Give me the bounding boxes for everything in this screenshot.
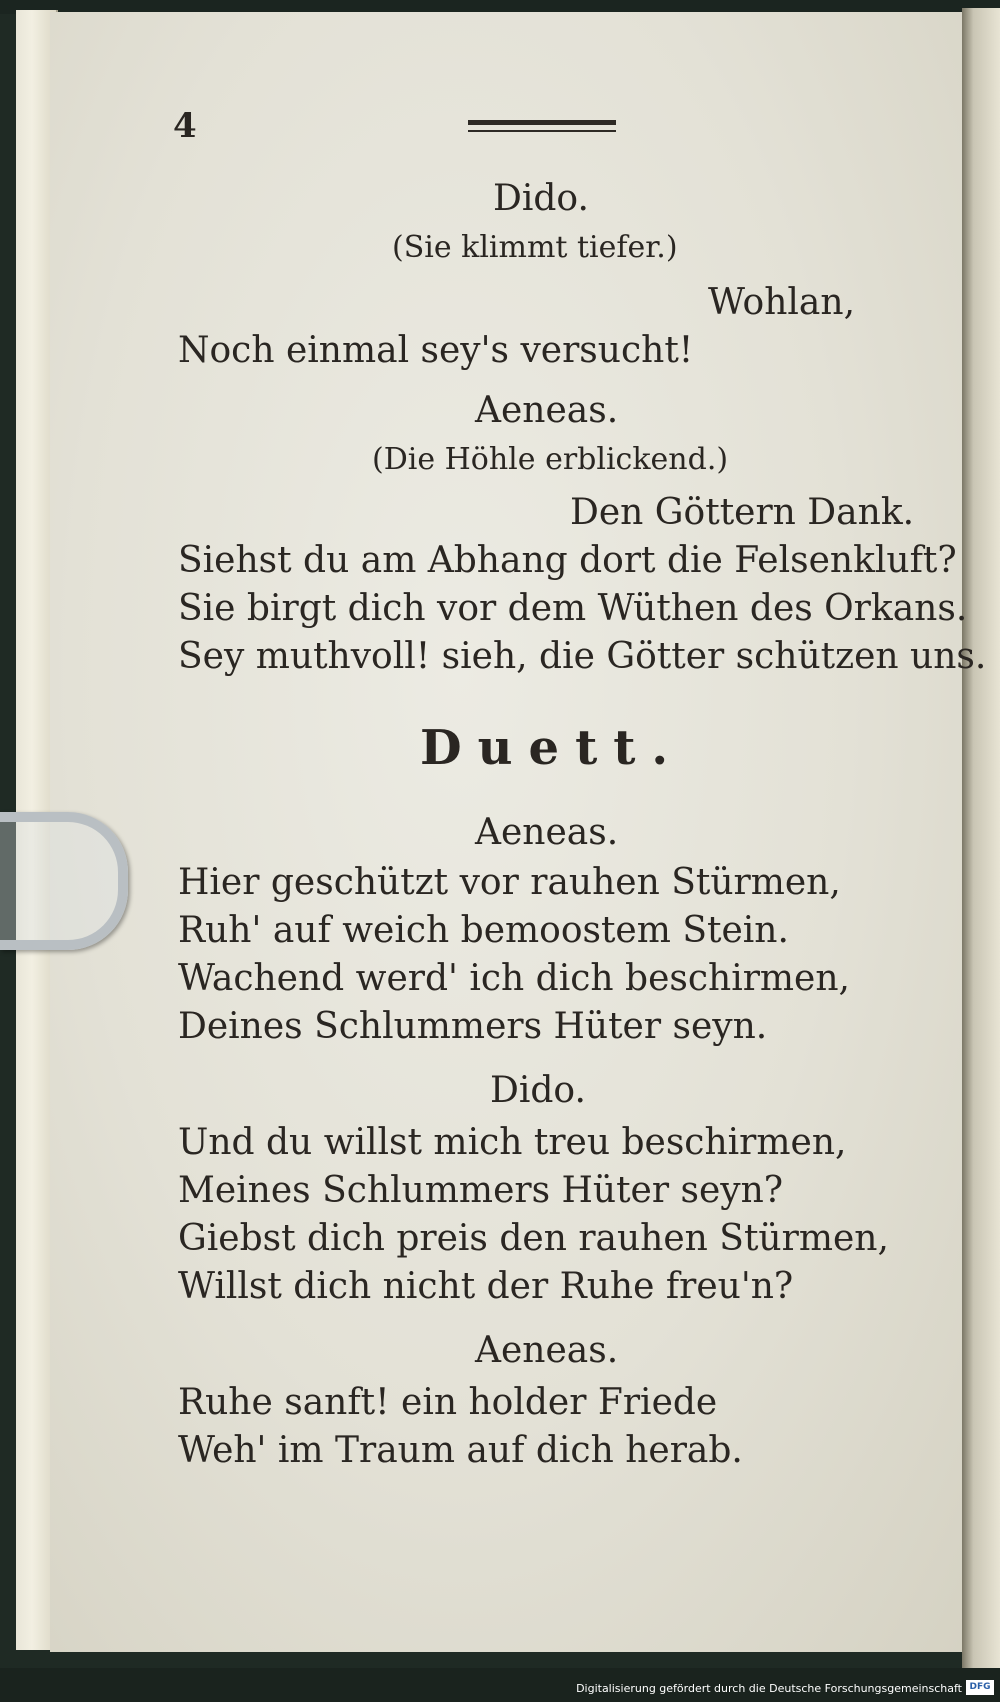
header-rule-thin [468,130,616,132]
verse-line: Ruh' auf weich bemoostem Stein. [178,910,789,951]
verse-line: Giebst dich preis den rauhen Stürmen, [178,1218,889,1259]
speaker-aeneas: Aeneas. [475,390,619,431]
verse-line: Den Göttern Dank. [570,492,915,533]
speaker-dido: Dido. [493,178,589,219]
paper-clip [0,812,128,950]
speaker-dido: Dido. [490,1070,586,1111]
verse-line: Wachend werd' ich dich beschirmen, [178,958,850,999]
funding-credit: Digitalisierung gefördert durch die Deutsche Forschungsgemeinschaft [576,1682,962,1695]
verse-line: Noch einmal sey's versucht! [178,330,694,371]
section-heading-duett: Duett. [420,720,685,776]
verse-line: Sey muthvoll! sieh, die Götter schützen uns. [178,636,987,677]
verse-line: Sie birgt dich vor dem Wüthen des Orkans. [178,588,968,629]
page-number: 4 [173,106,197,146]
verse-line: Deines Schlummers Hüter seyn. [178,1006,768,1047]
header-rule-thick [468,120,616,125]
dfg-logo: DFG [966,1680,994,1695]
verse-line: Weh' im Traum auf dich herab. [178,1430,743,1471]
verse-line: Meines Schlummers Hüter seyn? [178,1170,784,1211]
speaker-aeneas: Aeneas. [475,1330,619,1371]
stage-direction: (Sie klimmt tiefer.) [392,230,678,265]
speaker-aeneas: Aeneas. [475,812,619,853]
verse-line: Ruhe sanft! ein holder Friede [178,1382,718,1423]
stage-direction: (Die Höhle erblickend.) [372,442,729,477]
verse-line: Willst dich nicht der Ruhe freu'n? [178,1266,794,1307]
verse-line: Und du willst mich treu beschirmen, [178,1122,847,1163]
right-page-edge [962,8,1000,1668]
verse-line: Hier geschützt vor rauhen Stürmen, [178,862,841,903]
verse-line: Siehst du am Abhang dort die Felsenkluft? [178,540,957,581]
verse-line: Wohlan, [708,282,856,323]
